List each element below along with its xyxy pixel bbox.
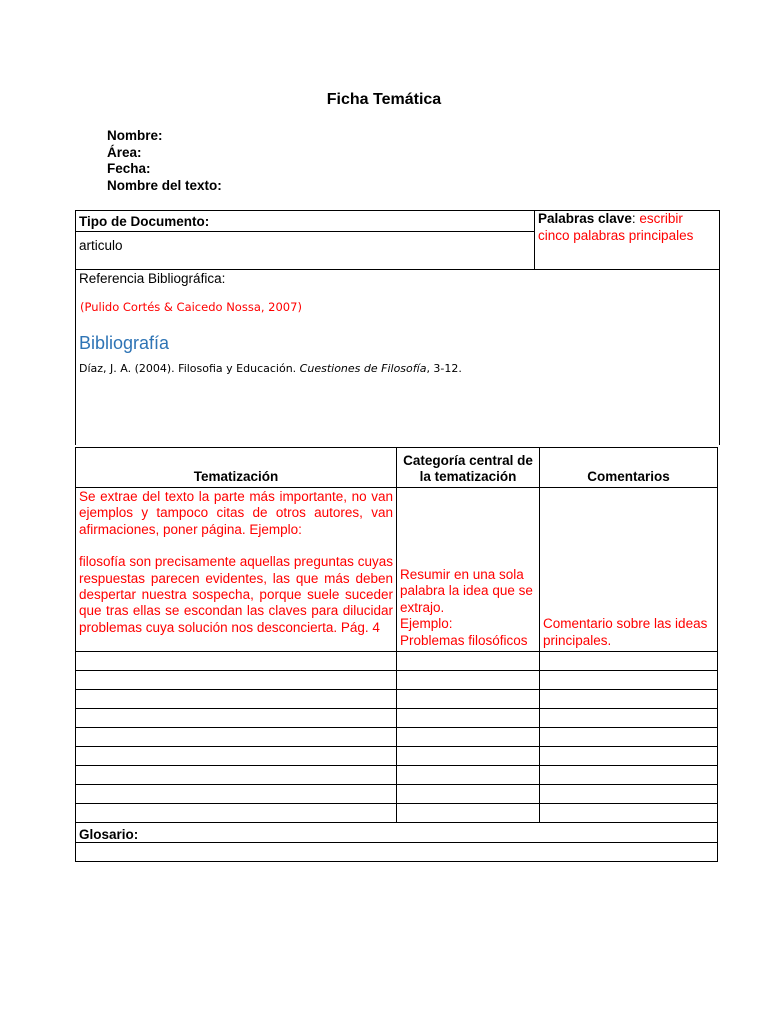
empty-cell[interactable] xyxy=(540,804,718,823)
empty-cell[interactable] xyxy=(397,804,540,823)
table-row xyxy=(76,709,718,728)
table-row xyxy=(76,804,718,823)
empty-cell[interactable] xyxy=(540,728,718,747)
glosario-row xyxy=(76,823,718,843)
header-comentarios: Comentarios xyxy=(540,448,718,488)
empty-cell[interactable] xyxy=(76,690,397,709)
info-box xyxy=(75,210,720,445)
empty-cell[interactable] xyxy=(76,785,397,804)
empty-cell[interactable] xyxy=(540,709,718,728)
divider xyxy=(75,269,720,270)
palabras-clave-label: Palabras clave xyxy=(538,211,632,226)
table-row xyxy=(76,766,718,785)
empty-cell[interactable] xyxy=(540,671,718,690)
empty-cell[interactable] xyxy=(76,709,397,728)
bibliografia-entry xyxy=(79,362,462,375)
referencia-cita: (Pulido Cortés & Caicedo Nossa, 2007) xyxy=(80,300,302,314)
table-row xyxy=(76,671,718,690)
tematizacion-example: filosofía son precisamente aquellas preguntas cuyas respuestas parecen evidentes, las que más deben despertar nuestra sospecha, porque suele suceder que tras ellas se escondan las claves para dilucidar problemas cuya solución nos desconcierta. Pág. 4 xyxy=(79,554,393,635)
empty-cell[interactable] xyxy=(76,728,397,747)
categoria-example-label: Ejemplo: xyxy=(400,616,453,632)
comentario-cell: Comentario sobre las ideas principales. xyxy=(540,488,718,652)
empty-cell[interactable] xyxy=(397,652,540,671)
empty-cell[interactable] xyxy=(540,785,718,804)
table-row xyxy=(76,690,718,709)
fecha-label: Fecha: xyxy=(107,161,151,176)
table-row xyxy=(76,488,718,652)
page-title: Ficha Temática xyxy=(326,91,442,108)
empty-cell[interactable] xyxy=(397,766,540,785)
meta-block xyxy=(107,128,222,194)
divider xyxy=(534,210,535,270)
divider xyxy=(75,231,535,232)
palabras-clave-hint: escribir xyxy=(639,211,683,226)
empty-cell[interactable] xyxy=(76,671,397,690)
bib-journal: Cuestiones de Filosofía xyxy=(299,362,427,375)
glosario-label: Glosario: xyxy=(76,823,718,843)
tematizacion-cell xyxy=(76,488,397,652)
header-categoria-line2: la tematización xyxy=(419,469,517,484)
empty-cell[interactable] xyxy=(397,747,540,766)
empty-cell[interactable] xyxy=(540,652,718,671)
palabras-clave-colon: : xyxy=(631,211,640,226)
table-row xyxy=(76,652,718,671)
palabras-clave-hint-2: cinco palabras principales xyxy=(538,227,694,243)
table-row xyxy=(76,785,718,804)
table-header-row xyxy=(76,448,718,488)
bibliografia-heading: Bibliografía xyxy=(79,333,170,353)
glosario-blank-row xyxy=(76,843,718,862)
categoria-text: Resumir en una sola palabra la idea que se extrajo. xyxy=(400,566,533,615)
nombre-texto-label: Nombre del texto: xyxy=(107,177,222,193)
header-tematizacion: Tematización xyxy=(76,448,397,488)
table-row xyxy=(76,747,718,766)
empty-cell[interactable] xyxy=(397,690,540,709)
empty-cell[interactable] xyxy=(397,728,540,747)
bib-pages: , 3-12. xyxy=(426,362,462,375)
empty-cell[interactable] xyxy=(76,804,397,823)
empty-cell[interactable] xyxy=(397,709,540,728)
empty-cell[interactable] xyxy=(76,652,397,671)
glosario-cell[interactable] xyxy=(76,843,718,862)
tipo-documento-label: Tipo de Documento: xyxy=(79,214,210,229)
empty-cell[interactable] xyxy=(397,785,540,804)
header-categoria-line1: Categoría central de xyxy=(403,453,533,468)
tematizacion-intro: Se extrae del texto la parte más importante, no van ejemplos y tampoco citas de otros autores, van afirmaciones, poner página. Ejemplo: xyxy=(79,489,393,537)
empty-cell[interactable] xyxy=(397,671,540,690)
empty-cell[interactable] xyxy=(76,747,397,766)
table-row xyxy=(76,728,718,747)
palabras-clave-cell xyxy=(538,211,693,244)
header-categoria xyxy=(397,448,540,488)
categoria-cell xyxy=(397,488,540,652)
empty-cell[interactable] xyxy=(540,747,718,766)
categoria-example: Problemas filosóficos xyxy=(400,632,528,648)
bib-author: Díaz, J. A. (2004). Filosofia y Educación. xyxy=(79,362,300,375)
referencia-label: Referencia Bibliográfica: xyxy=(79,271,226,286)
area-label: Área: xyxy=(107,144,142,160)
empty-cell[interactable] xyxy=(76,766,397,785)
empty-cell[interactable] xyxy=(540,690,718,709)
tipo-documento-value: articulo xyxy=(79,238,123,253)
empty-cell[interactable] xyxy=(540,766,718,785)
nombre-label: Nombre: xyxy=(107,128,163,143)
tematizacion-table xyxy=(75,447,718,862)
